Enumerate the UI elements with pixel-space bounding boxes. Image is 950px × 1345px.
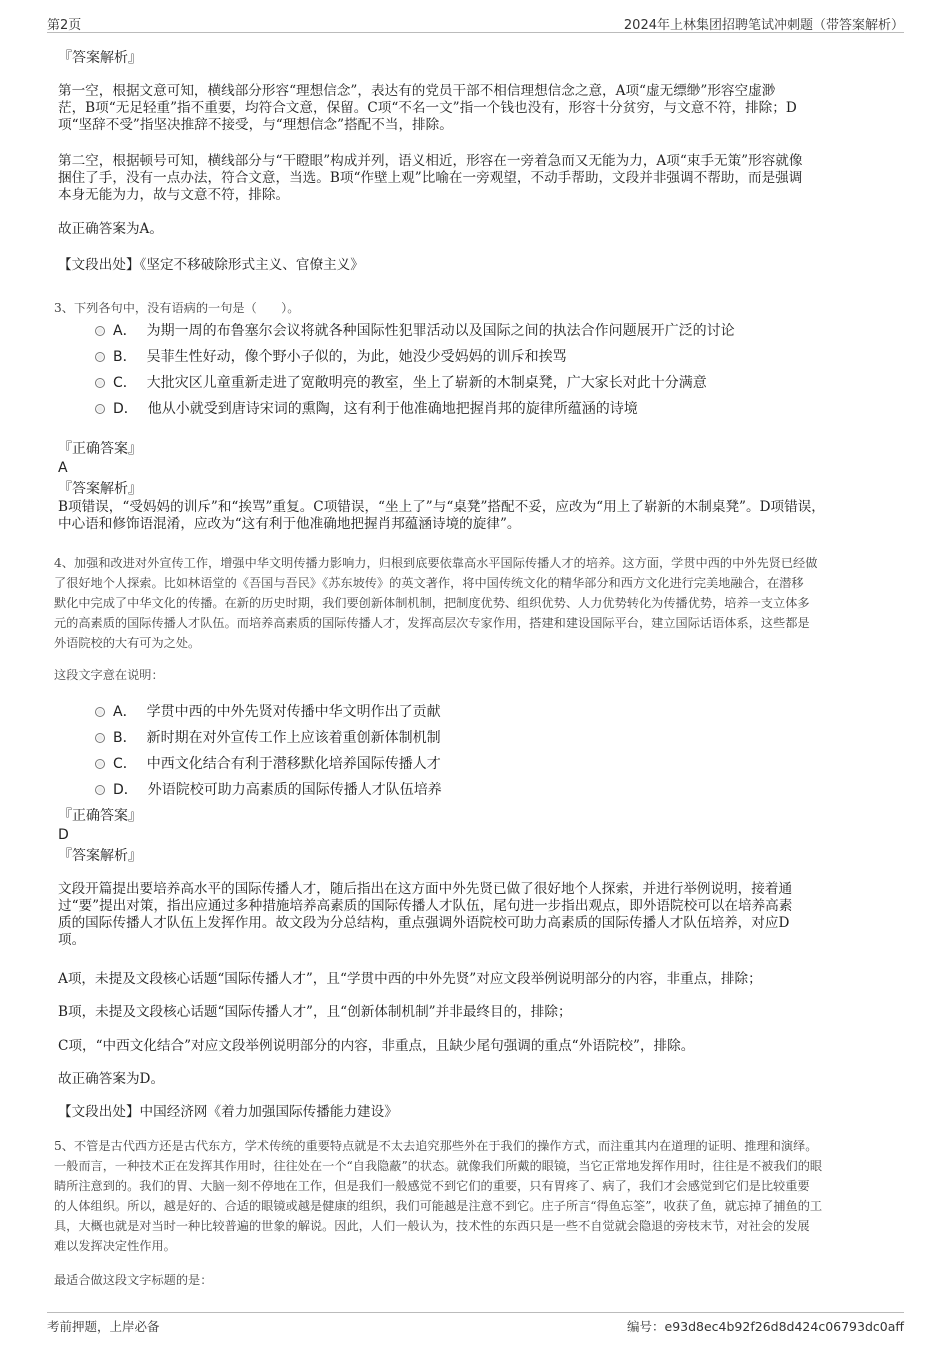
radio-icon[interactable] bbox=[95, 326, 105, 336]
q3-analysis-label: 『答案解析』 bbox=[58, 481, 142, 497]
q4-analysis-label: 『答案解析』 bbox=[58, 848, 142, 864]
radio-icon[interactable] bbox=[95, 785, 105, 795]
q2-conclusion: 故正确答案为A。 bbox=[58, 221, 163, 237]
q4-correct-answer: D bbox=[58, 827, 69, 843]
radio-icon[interactable] bbox=[95, 759, 105, 769]
q4-analysis-para3: B项，未提及文段核心话题“国际传播人才”，且“创新体制机制”并非最终目的，排除； bbox=[58, 1004, 572, 1020]
page-header bbox=[47, 12, 904, 33]
q2-analysis-para1: 第一空，根据文意可知，横线部分形容“理想信念”，表达有的党员干部不相信理想信念之意，A项“虚无缥缈”形容空虚渺 茫，B项“无足轻重”指不重要，均符合文意，保留。C项“不名一文”指一个钱也没有，形容十分贫穷，与文意不符，排除；D 项“坚辞不受”指坚决推辞不接受，与“理想信念”搭配不当，排除。 bbox=[58, 83, 797, 133]
document-serial: 编号：e93d8ec4b92f26d8d424c06793dc0aff bbox=[627, 1319, 904, 1334]
q3-correct-answer: A bbox=[58, 460, 68, 476]
document-title: 2024年上林集团招聘笔试冲刺题（带答案解析） bbox=[623, 18, 904, 33]
q2-analysis-label: 『答案解析』 bbox=[58, 50, 142, 66]
page-footer bbox=[47, 1312, 904, 1339]
q4-source: 【文段出处】中国经济网《着力加强国际传播能力建设》 bbox=[58, 1104, 398, 1120]
q3-option-d[interactable]: D． 他从小就受到唐诗宋词的熏陶，这有利于他准确地把握肖邦的旋律所蕴涵的诗境 bbox=[95, 400, 638, 418]
footer-slogan: 考前押题，上岸必备 bbox=[47, 1319, 160, 1334]
q3-option-b[interactable]: B． 吴菲生性好动，像个野小子似的，为此，她没少受妈妈的训斥和挨骂 bbox=[95, 348, 567, 366]
q3-analysis: B项错误，“受妈妈的训斥”和“挨骂”重复。C项错误，“坐上了”与“桌凳”搭配不妥，应改为“用上了崭新的木制桌凳”。D项错误， 中心语和修饰语混淆，应改为“这有利于他准确地把握肖邦蕴涵诗境的旋律”。 bbox=[58, 499, 825, 532]
q5-prompt: 最适合做这段文字标题的是： bbox=[54, 1273, 213, 1287]
radio-icon[interactable] bbox=[95, 707, 105, 717]
q3-correct-label: 『正确答案』 bbox=[58, 441, 142, 457]
q4-passage: 4、加强和改进对外宣传工作，增强中华文明传播力影响力，归根到底要依靠高水平国际传播人才的培养。这方面，学贯中西的中外先贤已经做 了很好地个人探索。比如林语堂的《吾国与吾民》《苏东坡传》的英文著作，将中国传统文化的精华部分和西方文化进行完美地融合，在潜移 默化中完成了中华文化的传播。在新的历史时期，我们要创新体制机制，把制度优势、组织优势、人力优势转化为传播优势，培养一支立体多 元的高素质的国际传播人才队伍。而培养高素质的国际传播人才，发挥高层次专家作用，搭建和建设国际平台，建立国际话语体系，这些都是 外语院校的大有可为之处。 bbox=[54, 556, 818, 650]
radio-icon[interactable] bbox=[95, 352, 105, 362]
q3-question: 3、下列各句中，没有语病的一句是（ ）。 bbox=[54, 301, 300, 315]
q4-analysis-para1: 文段开篇提出要培养高水平的国际传播人才，随后指出在这方面中外先贤已做了很好地个人探索，并进行举例说明，接着通 过“要”提出对策，指出应通过多种措施培养高素质的国际传播人才队伍，尾句进一步指出观点，即外语院校可以在培养高素 质的国际传播人才队伍上发挥作用。故文段为分总结构，重点强调外语院校可助力高素质的国际传播人才队伍培养，对应D 项。 bbox=[58, 881, 793, 948]
radio-icon[interactable] bbox=[95, 404, 105, 414]
q4-option-b[interactable]: B． 新时期在对外宣传工作上应该着重创新体制机制 bbox=[95, 729, 441, 747]
q4-option-c[interactable]: C． 中西文化结合有利于潜移默化培养国际传播人才 bbox=[95, 755, 441, 773]
q3-option-c[interactable]: C． 大批灾区儿童重新走进了宽敞明亮的教室，坐上了崭新的木制桌凳，广大家长对此十分满意 bbox=[95, 374, 707, 392]
q4-analysis-para4: C项，“中西文化结合”对应文段举例说明部分的内容，非重点，且缺少尾句强调的重点“外语院校”，排除。 bbox=[58, 1038, 695, 1054]
q4-option-a[interactable]: A． 学贯中西的中外先贤对传播中华文明作出了贡献 bbox=[95, 703, 441, 721]
page-number: 第2页 bbox=[47, 18, 82, 33]
radio-icon[interactable] bbox=[95, 378, 105, 388]
q4-prompt: 这段文字意在说明： bbox=[54, 668, 164, 682]
q5-passage: 5、不管是古代西方还是古代东方，学术传统的重要特点就是不太去追究那些外在于我们的操作方式，而注重其内在道理的证明、推理和演绎。 一般而言，一种技术正在发挥其作用时，往往处在一个“自我隐蔽”的状态。就像我们所戴的眼镜，当它正常地发挥作用时，往往是不被我们的眼 睛所注意到的。我们的胃、大脑一刻不停地在工作，但是我们一般感觉不到它们的重要，只有胃疼了、病了，我们才会感觉到它们是比较重要 的人体组织。所以，越是好的、合适的眼镜或越是健康的组织，我们可能越是注意不到它。庄子所言“得鱼忘筌”，收获了鱼，就忘掉了捕鱼的工 具，大概也就是对当时一种比较普遍的世象的解说。因此，人们一般认为，技术性的东西只是一些不自觉就会隐退的旁枝末节，对社会的发展 难以发挥决定性作用。 bbox=[54, 1139, 823, 1253]
q4-analysis-para2: A项，未提及文段核心话题“国际传播人才”，且“学贯中西的中外先贤”对应文段举例说明部分的内容，非重点，排除； bbox=[58, 971, 762, 987]
q4-correct-label: 『正确答案』 bbox=[58, 808, 142, 824]
q4-option-d[interactable]: D． 外语院校可助力高素质的国际传播人才队伍培养 bbox=[95, 781, 442, 799]
q3-option-a[interactable]: A． 为期一周的布鲁塞尔会议将就各种国际性犯罪活动以及国际之间的执法合作问题展开广泛的讨论 bbox=[95, 322, 735, 340]
q2-analysis-para2: 第二空，根据顿号可知，横线部分与“干瞪眼”构成并列，语义相近，形容在一旁着急而又无能为力，A项“束手无策”形容就像 捆住了手，没有一点办法，符合文意，当选。B项“作壁上观”比喻在一旁观望，不动手帮助，文段并非强调不帮助，而是强调 本身无能为力，故与文意不符，排除。 bbox=[58, 153, 803, 203]
q4-conclusion: 故正确答案为D。 bbox=[58, 1071, 165, 1087]
radio-icon[interactable] bbox=[95, 733, 105, 743]
q2-source: 【文段出处】《坚定不移破除形式主义、官僚主义》 bbox=[58, 257, 364, 273]
